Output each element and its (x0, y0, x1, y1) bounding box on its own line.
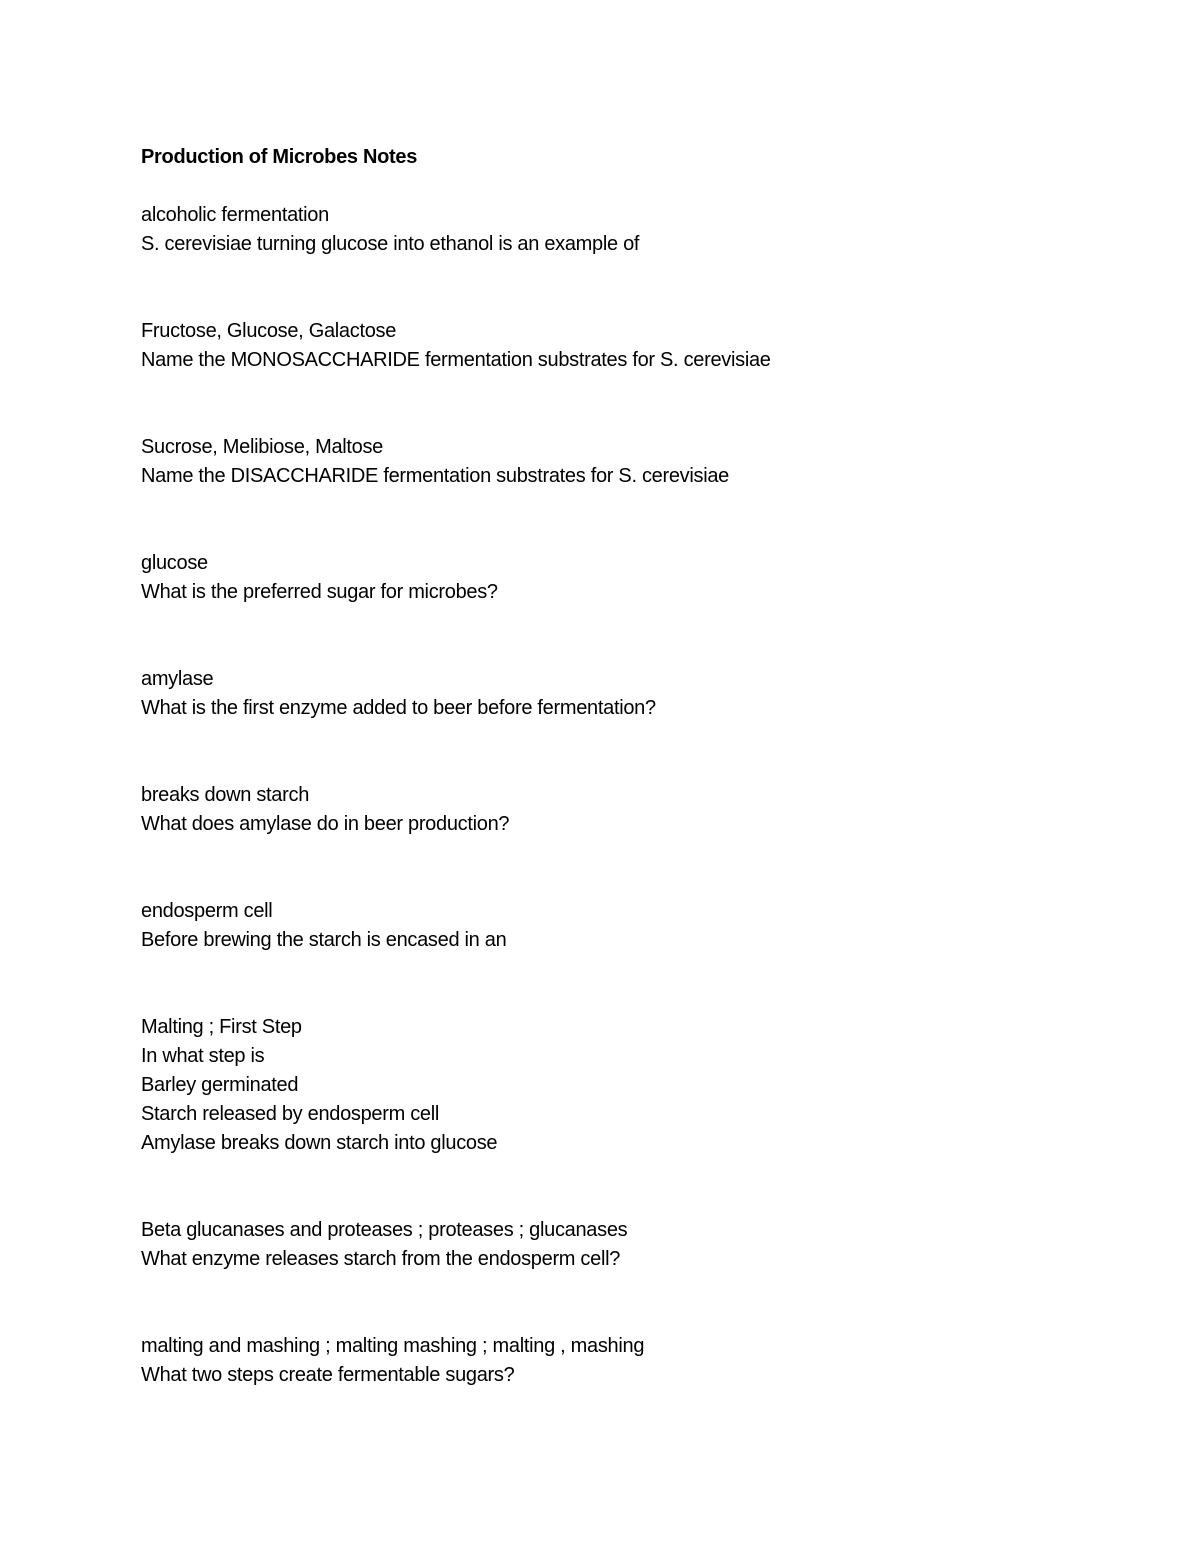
note-answer: amylase (141, 668, 214, 690)
note-answer: Fructose, Glucose, Galactose (141, 320, 397, 342)
note-answer: endosperm cell (141, 900, 273, 922)
note-card (141, 1013, 1141, 1158)
note-answer: glucose (141, 552, 208, 574)
note-answer: alcoholic fermentation (141, 204, 329, 226)
note-card (141, 897, 1141, 955)
note-card (141, 781, 1141, 839)
note-question: Name the DISACCHARIDE fermentation substrates for S. cerevisiae (141, 465, 729, 487)
note-card (141, 317, 1141, 375)
note-answer: Malting ; First Step (141, 1016, 302, 1038)
note-answer: malting and mashing ; malting mashing ; malting , mashing (141, 1335, 645, 1357)
note-question: What is the preferred sugar for microbes? (141, 581, 498, 603)
note-question: Starch released by endosperm cell (141, 1103, 440, 1125)
note-card (141, 201, 1141, 259)
document-title: Production of Microbes Notes (141, 146, 418, 168)
note-card (141, 1332, 1141, 1390)
note-question: Amylase breaks down starch into glucose (141, 1132, 498, 1154)
note-question: In what step is (141, 1045, 265, 1067)
note-question: Barley germinated (141, 1074, 299, 1096)
note-question: What does amylase do in beer production? (141, 813, 510, 835)
note-answer: Sucrose, Melibiose, Maltose (141, 436, 384, 458)
note-card (141, 433, 1141, 491)
note-question: What is the first enzyme added to beer before fermentation? (141, 697, 656, 719)
note-card (141, 549, 1141, 607)
note-card (141, 665, 1141, 723)
note-question: Name the MONOSACCHARIDE fermentation substrates for S. cerevisiae (141, 349, 771, 371)
note-question: Before brewing the starch is encased in an (141, 929, 507, 951)
document-body (141, 143, 1141, 1390)
note-answer: Beta glucanases and proteases ; proteases ; glucanases (141, 1219, 628, 1241)
note-question: S. cerevisiae turning glucose into ethanol is an example of (141, 233, 640, 255)
note-question: What two steps create fermentable sugars? (141, 1364, 515, 1386)
note-card (141, 1216, 1141, 1274)
note-question: What enzyme releases starch from the endosperm cell? (141, 1248, 621, 1270)
note-answer: breaks down starch (141, 784, 310, 806)
